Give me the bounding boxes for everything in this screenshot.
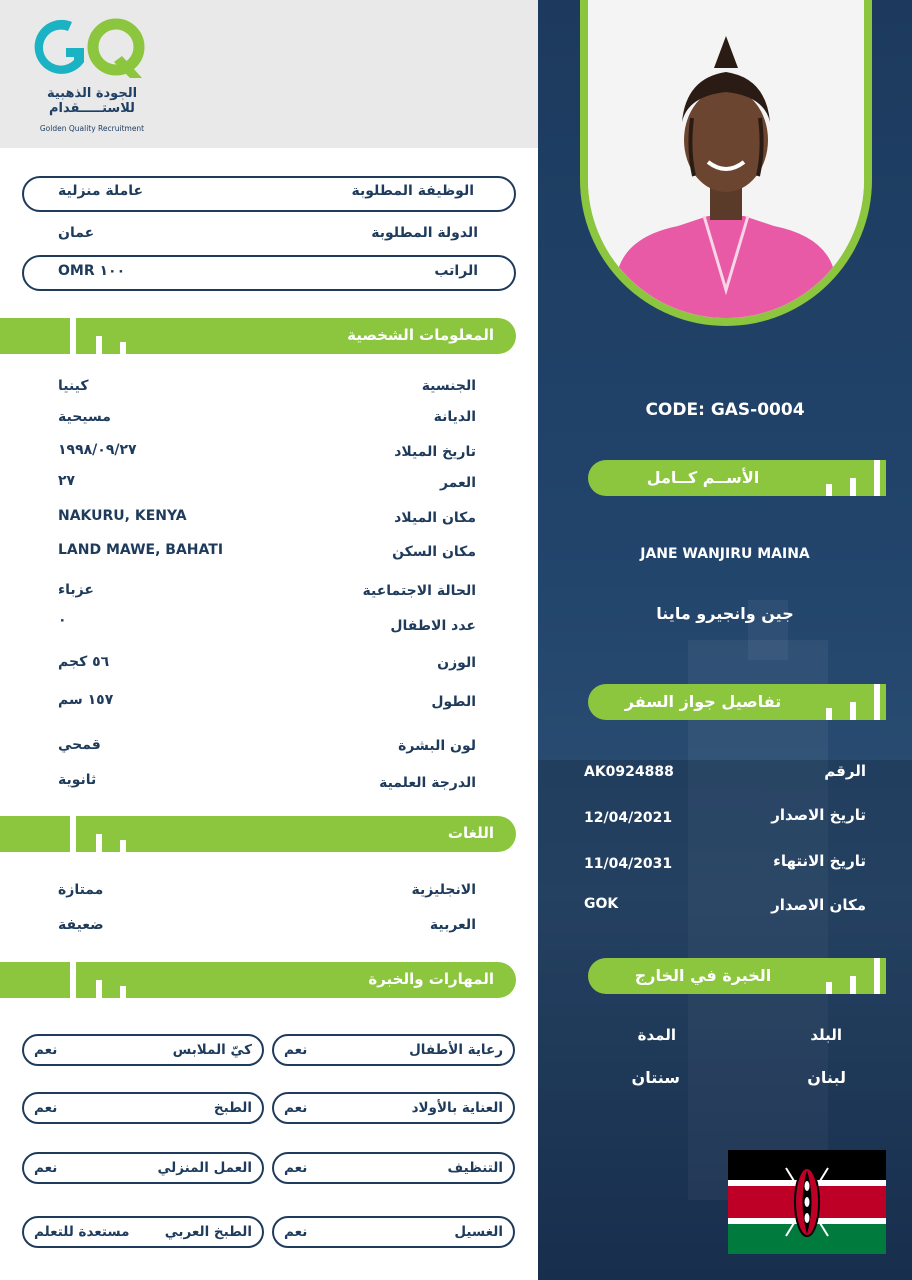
skill-value: نعم [34, 1160, 58, 1176]
arabic-label: العربية [429, 917, 476, 933]
profile-photo [588, 0, 864, 318]
passport-header [588, 684, 886, 720]
expiry-date-label: تاريخ الانتهاء [773, 852, 866, 870]
age-value: ٢٧ [58, 473, 76, 489]
salary-value: OMR ١٠٠ [58, 263, 126, 279]
logo-area [0, 0, 538, 148]
birthplace-value: NAKURU, KENYA [58, 508, 187, 524]
arabic-value: ضعيفة [58, 917, 104, 933]
skill-pill [272, 1216, 515, 1248]
skill-value: نعم [284, 1042, 308, 1058]
skill-name: رعاية الأطفال [409, 1042, 503, 1058]
skill-value: نعم [34, 1100, 58, 1116]
logo-arabic-name: الجودة الذهبية للاستـــــقدام [46, 86, 138, 116]
passport-number-value: AK0924888 [584, 764, 674, 780]
issue-date-value: 12/04/2021 [584, 810, 673, 826]
height-value: ١٥٧ سم [58, 692, 114, 708]
birthdate-label: تاريخ الميلاد [394, 444, 476, 460]
personal-info-title: المعلومات الشخصية [347, 326, 494, 344]
religion-label: الديانة [433, 409, 476, 425]
nationality-value: كينيا [58, 378, 89, 394]
english-value: ممتازة [58, 882, 104, 898]
skill-name: الغسيل [454, 1224, 503, 1240]
skill-name: العناية بالأولاد [411, 1100, 503, 1116]
marital-label: الحالة الاجتماعية [362, 583, 476, 599]
children-value: ٠ [58, 612, 67, 628]
height-label: الطول [431, 694, 476, 710]
fullname-title: الأســم كــامل [646, 468, 760, 487]
skill-value: نعم [284, 1224, 308, 1240]
experience-header [588, 958, 886, 994]
skin-value: قمحي [58, 737, 101, 753]
fullname-arabic: جين وانجيرو ماينا [656, 604, 794, 623]
skill-value: مستعدة للتعلم [34, 1224, 130, 1240]
skill-name: الطبخ العربي [164, 1224, 252, 1240]
skill-value: نعم [284, 1160, 308, 1176]
skill-pill [22, 1152, 264, 1184]
skill-name: العمل المنزلي [157, 1160, 252, 1176]
skill-name: الطبخ [213, 1100, 252, 1116]
education-label: الدرجة العلمية [379, 775, 476, 791]
skill-value: نعم [34, 1042, 58, 1058]
religion-value: مسيحية [58, 409, 111, 425]
right-column [538, 0, 912, 1280]
skin-label: لون البشرة [398, 738, 476, 754]
skill-name: التنظيف [447, 1160, 503, 1176]
skill-pill [272, 1152, 515, 1184]
skill-name: كيّ الملابس [172, 1042, 252, 1058]
logo-english-name: Golden Quality Recruitment [39, 124, 145, 133]
exp-duration-value: سنتان [631, 1068, 680, 1087]
languages-header [0, 816, 516, 852]
candidate-code: CODE: GAS-0004 [645, 400, 805, 420]
exp-country-header: البلد [810, 1026, 842, 1044]
job-label: الوظيفة المطلوبة [351, 183, 474, 199]
languages-title: اللغات [447, 824, 494, 842]
country-value: عمان [58, 225, 95, 241]
nationality-label: الجنسية [421, 378, 476, 394]
passport-title: تفاصيل جواز السفر [624, 692, 782, 711]
photo-frame [580, 0, 872, 326]
job-value: عاملة منزلية [58, 183, 144, 199]
skill-pill [22, 1216, 264, 1248]
skill-value: نعم [284, 1100, 308, 1116]
residence-value: LAND MAWE, BAHATI [58, 542, 224, 558]
english-label: الانجليزية [411, 882, 476, 898]
skill-pill [272, 1092, 515, 1124]
skills-title: المهارات والخبرة [368, 970, 494, 988]
birthplace-label: مكان الميلاد [394, 510, 476, 526]
skill-pill [272, 1034, 515, 1066]
issue-place-value: GOK [584, 896, 619, 912]
age-label: العمر [439, 475, 476, 491]
marital-value: عزباء [58, 582, 94, 598]
education-value: ثانوية [58, 772, 97, 788]
children-label: عدد الاطفال [390, 618, 476, 634]
skills-header [0, 962, 516, 998]
issue-date-label: تاريخ الاصدار [771, 806, 866, 824]
salary-label: الراتب [434, 263, 478, 279]
country-label: الدولة المطلوبة [371, 225, 478, 241]
fullname-english: JANE WANJIRU MAINA [640, 546, 810, 562]
gq-logo-icon [34, 14, 150, 84]
exp-duration-header: المدة [637, 1026, 676, 1044]
birthdate-value: ١٩٩٨/٠٩/٢٧ [58, 442, 137, 458]
exp-country-value: لبنان [807, 1068, 846, 1087]
kenya-flag-icon [728, 1150, 886, 1254]
residence-label: مكان السكن [392, 544, 476, 560]
fullname-header [588, 460, 886, 496]
expiry-date-value: 11/04/2031 [584, 856, 673, 872]
passport-number-label: الرقم [824, 762, 866, 780]
skill-pill [22, 1092, 264, 1124]
personal-info-header [0, 318, 516, 354]
person-photo-icon [588, 0, 864, 318]
weight-label: الوزن [437, 655, 476, 671]
experience-title: الخبرة في الخارج [634, 966, 772, 985]
skill-pill [22, 1034, 264, 1066]
issue-place-label: مكان الاصدار [771, 896, 866, 914]
weight-value: ٥٦ كجم [58, 654, 110, 670]
